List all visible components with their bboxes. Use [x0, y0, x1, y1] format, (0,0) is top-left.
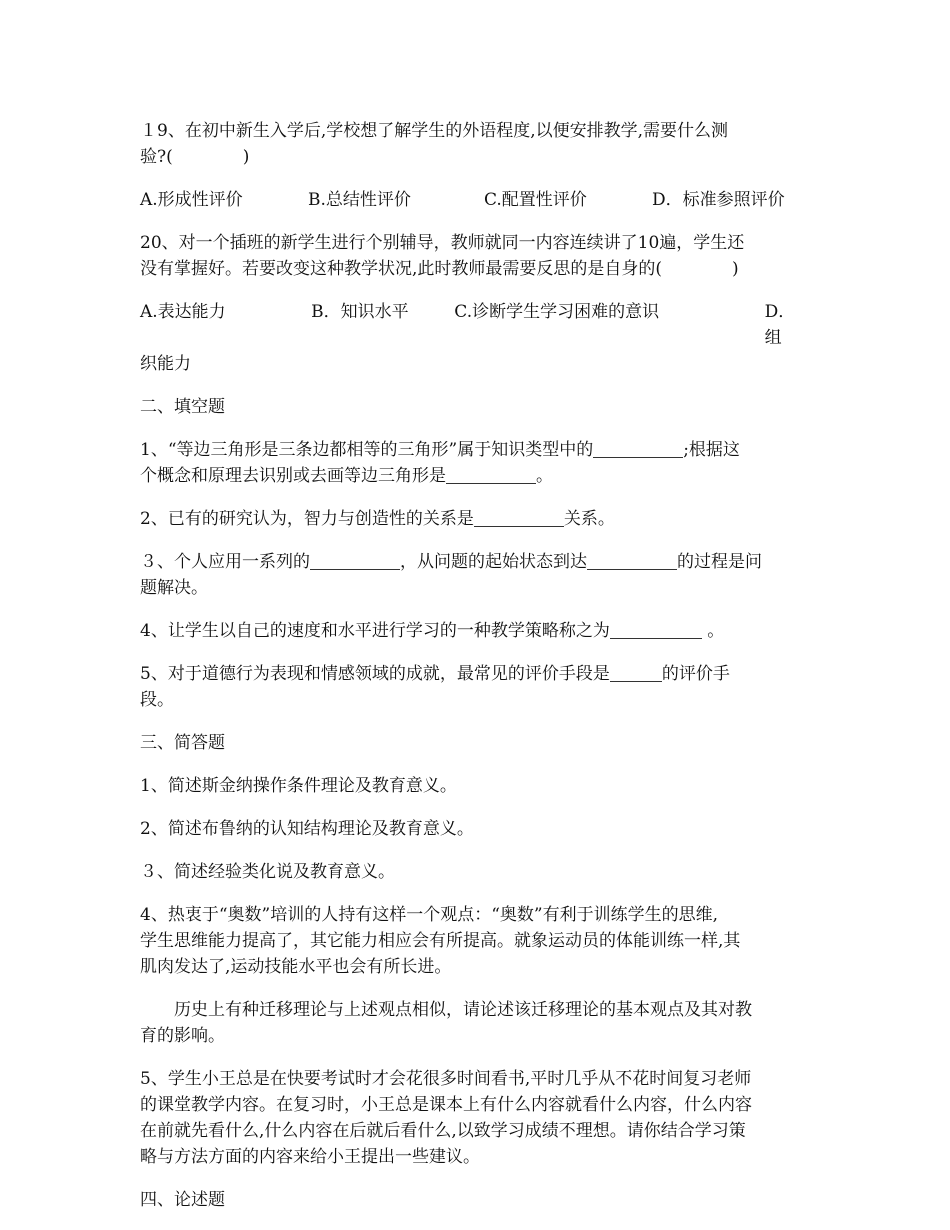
q19-line2: 验?( )	[140, 147, 250, 167]
q19-option-b: B.总结性评价	[308, 190, 411, 210]
short-question-4-prompt: 历史上有种迁移理论与上述观点相似，请论述该迁移理论的基本观点及其对教 育的影响。	[140, 1000, 752, 1046]
answer-blank[interactable]	[474, 508, 564, 527]
section-4-title: 四、论述题	[140, 1190, 225, 1210]
q19-options	[140, 187, 812, 213]
question-20	[140, 230, 812, 282]
q20-option-d-wrap: 织能力	[140, 354, 191, 374]
q19-option-d: D．标准参照评价	[652, 190, 785, 210]
fill-question-3: ３、个人应用一系列的 ，从问题的起始状态到达 的过程是问 题解决。	[140, 552, 762, 598]
fill-question-2: 2、已有的研究认为，智力与创造性的关系是 关系。	[140, 509, 615, 529]
section-3-title: 三、简答题	[140, 733, 225, 753]
q19-line1: １9、在初中新生入学后,学校想了解学生的外语程度,以便安排教学,需要什么测	[140, 121, 729, 141]
short-question-3: ３、简述经验类化说及教育意义。	[140, 862, 395, 882]
fill-question-4: 4、让学生以自己的速度和水平进行学习的一种教学策略称之为 。	[140, 621, 725, 641]
fill-question-1: 1、“等边三角形是三条边都相等的三角形”属于知识类型中的 ;根据这 个概念和原理去识别或去画等边三角形是 。	[140, 440, 740, 486]
q20-line1: 20、对一个插班的新学生进行个别辅导，教师就同一内容连续讲了10遍，学生还	[140, 233, 745, 253]
short-question-5: 5、学生小王总是在快要考试时才会花很多时间看书,平时几乎从不花时间复习老师 的课堂教学内容。在复习时，小王总是课本上有什么内容就看什么内容，什么内容 在前就先看什么,什么内容在后就后看什么,以致学习成绩不理想。请你结合学习策 略与方法方面的内容来给小王提出一些建议。	[140, 1069, 752, 1167]
q20-option-b: B．知识水平	[311, 302, 409, 322]
answer-blank[interactable]	[593, 439, 683, 458]
q20-option-a: A.表达能力	[140, 302, 226, 322]
answer-blank[interactable]	[587, 551, 677, 570]
answer-blank[interactable]	[610, 620, 702, 639]
document-page	[140, 118, 812, 1230]
short-question-1: 1、简述斯金纳操作条件理论及教育意义。	[140, 776, 457, 796]
q20-option-c: C.诊断学生学习困难的意识	[454, 302, 660, 322]
answer-blank[interactable]	[310, 551, 400, 570]
answer-blank[interactable]	[610, 663, 662, 682]
q19-option-a: A.形成性评价	[140, 190, 243, 210]
question-19	[140, 118, 812, 170]
q20-options	[140, 299, 812, 377]
fill-question-5: 5、对于道德行为表现和情感领域的成就，最常见的评价手段是 的评价手 段。	[140, 664, 730, 710]
q19-option-c: C.配置性评价	[484, 190, 587, 210]
short-question-2: 2、简述布鲁纳的认知结构理论及教育意义。	[140, 819, 474, 839]
answer-blank[interactable]	[446, 465, 536, 484]
q20-line2: 没有掌握好。若要改变这种教学状况,此时教师最需要反思的是自身的( )	[140, 259, 739, 279]
q20-option-d: D．组	[764, 302, 796, 348]
short-question-4: 4、热衷于“奥数”培训的人持有这样一个观点：“奥数”有利于训练学生的思维, 学生思维能力提高了，其它能力相应会有所提高。就象运动员的体能训练一样,其 肌肉发达了,运动技能水平也会有所长进。	[140, 905, 741, 977]
section-2-title: 二、填空题	[140, 397, 225, 417]
